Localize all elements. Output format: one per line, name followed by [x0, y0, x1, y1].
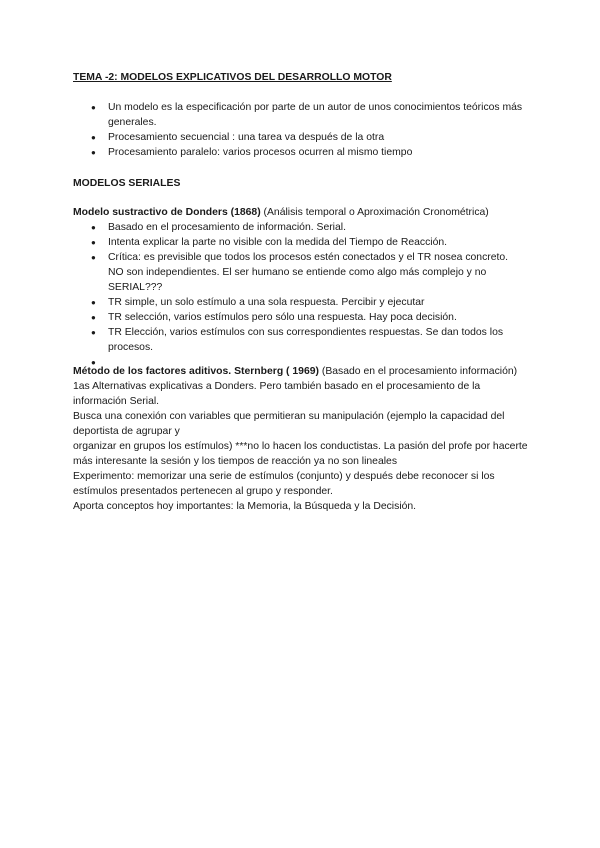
paragraph: 1as Alternativas explicativas a Donders. Pero también basado en el procesamiento de la información Serial.	[73, 381, 481, 407]
list-item: ● Procesamiento paralelo: varios procesos ocurren al mismo tiempo	[91, 145, 531, 160]
donders-heading-rest: (Análisis temporal o Aproximación Cronométrica)	[260, 207, 489, 218]
paragraph: Busca una conexión con variables que permitieran su manipulación (ejemplo la capacidad del deportista de agrupar y	[73, 411, 505, 437]
list-item: ● TR Elección, varios estímulos con sus correspondientes respuestas. Se dan todos los procesos.	[91, 325, 521, 355]
list-item: ● Procesamiento secuencial : una tarea va después de la otra	[91, 130, 531, 145]
intro-list	[91, 100, 531, 160]
list-item: ● Intenta explicar la parte no visible con la medida del Tiempo de Reacción.	[91, 235, 521, 250]
list-item: ● Crítica: es previsible que todos los procesos estén conectados y el TR nosea concreto. NO son independientes. El ser humano se entiende como algo más complejo y no SERIAL???	[91, 250, 521, 295]
page-title: TEMA -2: MODELOS EXPLICATIVOS DEL DESARROLLO MOTOR	[73, 72, 392, 83]
sternberg-section	[73, 364, 533, 514]
paragraph: Aporta conceptos hoy importantes: la Memoria, la Búsqueda y la Decisión.	[73, 501, 417, 512]
paragraph: organizar en grupos los estímulos) ***no lo hacen los conductistas. La pasión del profe por hacerte más interesante la sesión y los tiempos de reacción ya no son lineales	[73, 441, 528, 467]
list-item: ● Un modelo es la especificación por parte de un autor de unos conocimientos teóricos más generales.	[91, 100, 531, 130]
donders-heading	[73, 205, 533, 220]
list-item: ● TR selección, varios estímulos pero sólo una respuesta. Hay poca decisión.	[91, 310, 521, 325]
donders-heading-bold: Modelo sustractivo de Donders (1868)	[73, 207, 261, 218]
paragraph: Experimento: memorizar una serie de estímulos (conjunto) y después debe reconocer si los estímulos presentados pertenecen al grupo y responder.	[73, 471, 495, 497]
sternberg-heading-rest: (Basado en el procesamiento información)	[318, 366, 518, 377]
section-heading: MODELOS SERIALES	[73, 178, 181, 189]
list-item: ● TR simple, un solo estímulo a una sola respuesta. Percibir y ejecutar	[91, 295, 521, 310]
list-item: ● Basado en el procesamiento de información. Serial.	[91, 220, 521, 235]
sternberg-heading-bold: Método de los factores aditivos. Sternberg ( 1969)	[73, 366, 319, 377]
donders-list	[91, 220, 521, 370]
